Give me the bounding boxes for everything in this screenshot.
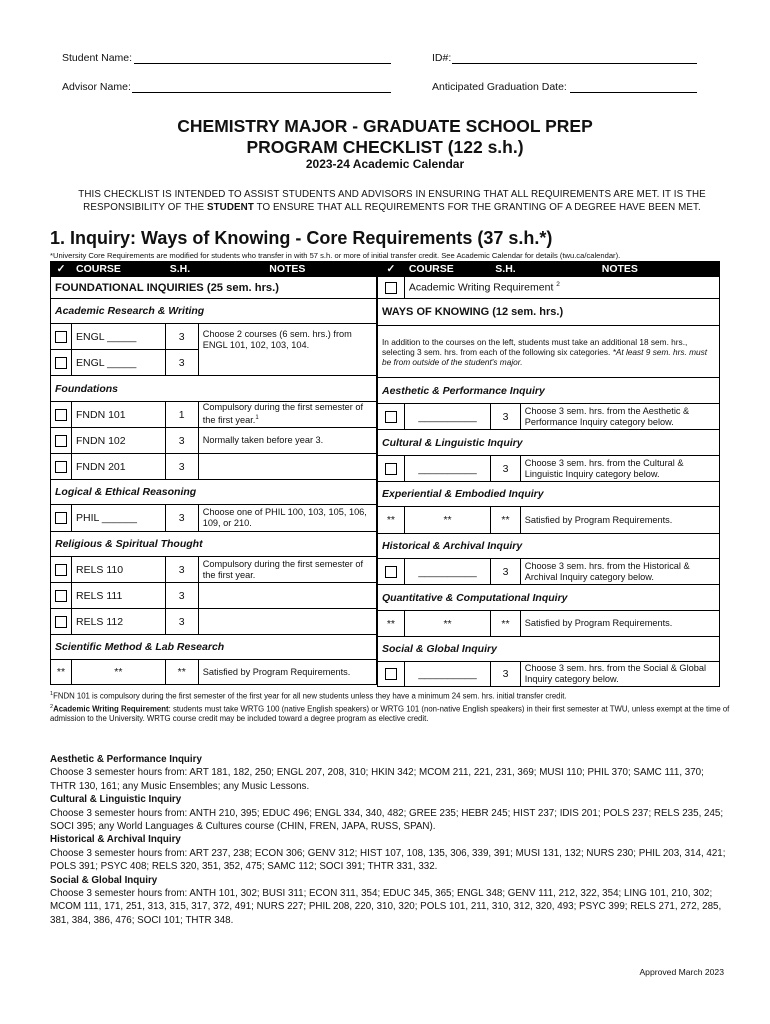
rels110-checkbox[interactable] [55, 564, 67, 576]
wok-note: In addition to the courses on the left, students must take an additional 18 sem. hrs., selecting 3 sem. hrs. from each of the following six categories. *At least 9 sem. hrs. must be from outside of the student's major. [378, 326, 720, 378]
aesthetic-checkbox[interactable] [385, 411, 397, 423]
category-heading: Historical & Archival Inquiry [50, 834, 181, 846]
logical-heading: Logical & Ethical Reasoning [51, 480, 377, 505]
course-header: COURSE [404, 262, 490, 277]
sh-cell: 3 [165, 505, 198, 532]
quantitative-heading: Quantitative & Computational Inquiry [378, 585, 720, 611]
phil-checkbox[interactable] [55, 512, 67, 524]
sh-cell: 1 [165, 402, 198, 428]
fndn201-checkbox[interactable] [55, 461, 67, 473]
advisor-name-label: Advisor Name: [62, 81, 131, 93]
check-header: ✓ [51, 262, 72, 277]
course-cell: FNDN 201 [72, 454, 166, 480]
sh-cell: 3 [165, 609, 198, 635]
disclaimer: THIS CHECKLIST IS INTENDED TO ASSIST STUDENTS AND ADVISORS IN ENSURING THAT ALL REQUIREMENTS ARE MET. IT IS THE RESPONSIBILITY OF THE STUDENT TO ENSURE THAT ALL REQUIREMENTS FOR THE GRANTING OF A DEGREE HAVE BEEN MET. [78, 189, 706, 213]
category-heading: Aesthetic & Performance Inquiry [50, 754, 202, 765]
sh-cell: 3 [491, 559, 520, 585]
star-cell: ** [51, 660, 72, 685]
course-cell: RELS 112 [72, 609, 166, 635]
right-checklist-table [377, 261, 720, 687]
note-cell [198, 454, 376, 480]
cultural-heading: Cultural & Linguistic Inquiry [378, 430, 720, 456]
id-line[interactable] [452, 63, 697, 64]
sh-cell: 3 [165, 557, 198, 583]
aesthetic-heading: Aesthetic & Performance Inquiry [378, 378, 720, 404]
notes-header: NOTES [198, 262, 376, 277]
page-subtitle: PROGRAM CHECKLIST (122 s.h.) [246, 137, 524, 157]
foundations-heading: Foundations [51, 376, 377, 402]
social-checkbox[interactable] [385, 668, 397, 680]
category-lists [50, 753, 730, 927]
blank-course[interactable]: __________ [404, 559, 490, 585]
category-heading: Cultural & Linguistic Inquiry [50, 794, 182, 806]
graduation-date-label: Anticipated Graduation Date: [432, 81, 567, 93]
fndn101-checkbox[interactable] [55, 409, 67, 421]
note-cell: Choose 2 courses (6 sem. hrs.) from ENGL 101, 102, 103, 104. [198, 324, 376, 376]
blank-course[interactable]: __________ [404, 404, 490, 430]
academic-research-heading: Academic Research & Writing [51, 299, 377, 324]
category-text: Choose 3 semester hours from: ANTH 210, 395; EDUC 496; ENGL 334, 340, 482; GREE 235; HEBR 245; HIST 237; IDIS 201; POLS 237; RELS 235, 245; SOCI 395; any World Languages & Cultures course (CHIN, FREN, JAPA, RUSS, SPAN). [50, 807, 724, 833]
star-cell: ** [378, 611, 405, 637]
engl1-checkbox[interactable] [55, 331, 67, 343]
note-cell: Choose one of PHIL 100, 103, 105, 106, 109, or 210. [198, 505, 376, 532]
student-name-line[interactable] [134, 63, 391, 64]
student-name-label: Student Name: [62, 52, 133, 64]
note-cell: Choose 3 sem. hrs. from the Historical & Archival Inquiry category below. [520, 559, 719, 585]
graduation-date-line[interactable] [570, 92, 697, 93]
note-cell: Satisfied by Program Requirements. [198, 660, 376, 685]
note-cell: Choose 3 sem. hrs. from the Cultural & Linguistic Inquiry category below. [520, 456, 719, 482]
historical-heading: Historical & Archival Inquiry [378, 534, 720, 559]
sh-header: S.H. [491, 262, 520, 277]
course-cell: ENGL _____ [72, 350, 166, 376]
course-cell: ENGL _____ [72, 324, 166, 350]
note-cell: Compulsory during the first semester of the first year.$^1$ [198, 402, 376, 428]
scientific-heading: Scientific Method & Lab Research [51, 635, 377, 660]
id-label: ID#: [432, 52, 452, 64]
category-heading: Social & Global Inquiry [50, 874, 158, 886]
sh-cell: 3 [165, 350, 198, 376]
course-cell: FNDN 102 [72, 428, 166, 454]
course-cell: FNDN 101 [72, 402, 166, 428]
experiential-heading: Experiential & Embodied Inquiry [378, 482, 720, 507]
blank-course[interactable]: __________ [404, 662, 490, 687]
category-text: Choose 3 semester hours from: ART 237, 238; ECON 306; GENV 312; HIST 107, 108, 135, 306, 339, 391; MUSI 131, 132; NURS 230; PHIL 203, 314, 421; POLS 391; PSYC 408; RELS 320, 351, 352, 475; SAMC 112; SOCI 391; THTR 331, 332. [50, 847, 726, 873]
academic-calendar: 2023-24 Academic Calendar [305, 157, 465, 171]
approved-date: Approved March 2023 [639, 967, 724, 977]
category-text: Choose 3 semester hours from: ANTH 101, 302; BUSI 311; ECON 311, 354; EDUC 345, 365; ENGL 348; GENV 111, 212, 322, 354; LING 101, 210, 302; MCOM 111, 171, 251, 313, 315, 317, 372, 491; NURS 227; PHIL 208, 220, 310, 320; POLS 101, 211, 310, 312, 320, 493; PSYC 399; RELS 271, 272, 285, 381, 384, 386, 476; SOCI 101; THTR 348. [50, 888, 722, 926]
category-text: Choose 3 semester hours from: ART 181, 182, 250; ENGL 207, 208, 310; HKIN 342; MCOM 211, 221, 231, 369; MUSI 110; PHIL 370; SAMC 111, 370; THTR 130, 161; any Music Ensembles; any Music Lessons. [50, 767, 704, 792]
section-heading: 1. Inquiry: Ways of Knowing - Core Requirements (37 s.h.*) [50, 228, 553, 248]
religious-heading: Religious & Spiritual Thought [51, 532, 377, 557]
note-cell: Compulsory during the first semester of the first year. [198, 557, 376, 583]
notes-header: NOTES [520, 262, 719, 277]
note-cell: Satisfied by Program Requirements. [520, 611, 719, 637]
fndn102-checkbox[interactable] [55, 435, 67, 447]
left-checklist-table [50, 261, 377, 685]
sh-cell: 3 [165, 454, 198, 480]
note-cell [198, 609, 376, 635]
engl2-checkbox[interactable] [55, 357, 67, 369]
historical-checkbox[interactable] [385, 566, 397, 578]
sh-cell: 3 [491, 662, 520, 687]
note-cell: Normally taken before year 3. [198, 428, 376, 454]
footnote-1: $^1$FNDN 101 is compulsory during the first semester of the first year for all new students unless they have a minimum 24 sem. hrs. initial transfer credit. [50, 691, 567, 701]
sh-cell: 3 [491, 456, 520, 482]
note-cell: Choose 3 sem. hrs. from the Social & Global Inquiry category below. [520, 662, 719, 687]
course-cell: RELS 111 [72, 583, 166, 609]
star-cell: ** [165, 660, 198, 685]
sh-cell: 3 [165, 428, 198, 454]
cultural-checkbox[interactable] [385, 463, 397, 475]
transfer-note: *University Core Requirements are modified for students who transfer in with 57 s.h. or more of initial transfer credit. See Academic Calendar for details (twu.ca/calendar). [50, 251, 621, 260]
star-cell: ** [404, 507, 490, 534]
footnote-2: $^2$Academic Writing Requirement: students must take WRTG 100 (native English speakers) or WRTG 101 (non-native English speakers) in their first semester at TWU, unless exempt at the time of admission to the University. WRTG course credit may be included toward a degree program as elective credit. [50, 703, 730, 724]
course-cell: PHIL ______ [72, 505, 166, 532]
star-cell: ** [378, 507, 405, 534]
footnotes [50, 689, 730, 724]
sh-header: S.H. [165, 262, 198, 277]
course-header: COURSE [72, 262, 166, 277]
social-heading: Social & Global Inquiry [378, 637, 720, 662]
foundational-heading: FOUNDATIONAL INQUIRIES (25 sem. hrs.) [51, 277, 377, 299]
star-cell: ** [72, 660, 166, 685]
rels111-checkbox[interactable] [55, 590, 67, 602]
sh-cell: 3 [165, 583, 198, 609]
note-cell: Choose 3 sem. hrs. from the Aesthetic & Performance Inquiry category below. [520, 404, 719, 430]
sh-cell: 3 [491, 404, 520, 430]
page-title: CHEMISTRY MAJOR - GRADUATE SCHOOL PREP [177, 116, 593, 136]
awr-checkbox[interactable] [385, 282, 397, 294]
wok-heading: WAYS OF KNOWING (12 sem. hrs.) [378, 299, 720, 326]
course-cell: RELS 110 [72, 557, 166, 583]
rels112-checkbox[interactable] [55, 616, 67, 628]
star-cell: ** [404, 611, 490, 637]
star-cell: ** [491, 611, 520, 637]
sh-cell: 3 [165, 324, 198, 350]
advisor-name-line[interactable] [132, 92, 391, 93]
check-header: ✓ [378, 262, 405, 277]
blank-course[interactable]: __________ [404, 456, 490, 482]
star-cell: ** [491, 507, 520, 534]
note-cell [198, 583, 376, 609]
awr-label: Academic Writing Requirement $^2$ [404, 277, 719, 299]
note-cell: Satisfied by Program Requirements. [520, 507, 719, 534]
